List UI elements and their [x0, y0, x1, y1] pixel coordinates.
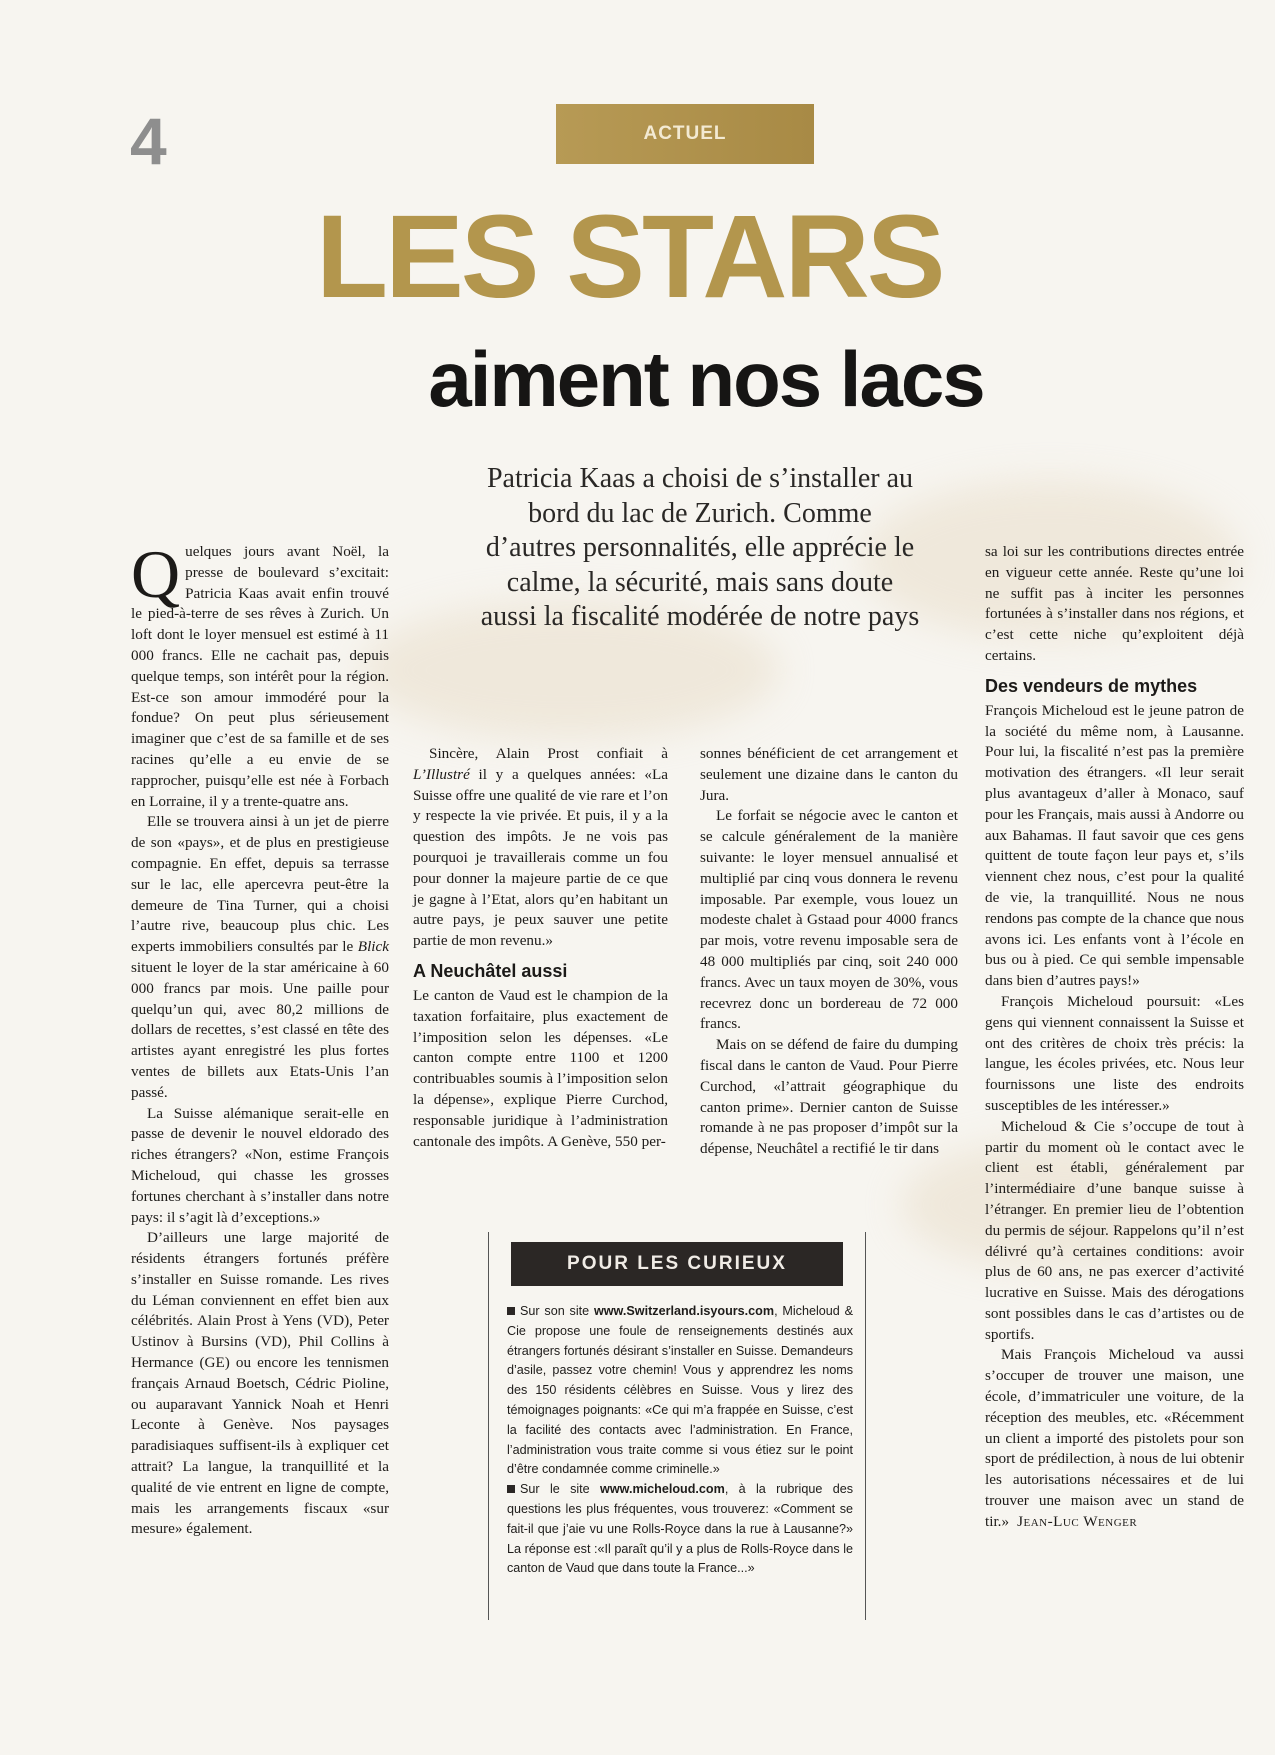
headline: LES STARS	[316, 191, 943, 323]
subheadline: aiment nos lacs	[428, 335, 984, 423]
paragraph: Mais on se défend de faire du dumping fiscal dans le canton de Vaud. Pour Pierre Curchod, «l’attrait géographique du canton prime». Dernier canton de Suisse romande à ne pas proposer d’impôt sur la dépense, Neuchâtel a rectifié le tir dans	[700, 1036, 958, 1158]
author-signature: Jean-Luc Wenger	[1017, 1512, 1138, 1530]
website-link: www.Switzerland.isyours.com	[593, 1304, 775, 1318]
article-column-1	[131, 536, 389, 1540]
article-column-2	[413, 744, 668, 1152]
box-body	[507, 1302, 853, 1579]
lead-paragraph: Patricia Kaas a choisi de s’installer au bord du lac de Zurich. Comme d’autres personnalités, elle apprécie le calme, la sécurité, mais sans doute aussi la fiscalité modérée de notre pays	[480, 463, 920, 632]
paragraph: François Micheloud poursuit: «Les gens qui viennent connaissent la Suisse et ont des critères de choix très précis: la langue, les écoles privées, etc. Nous leur fournissons une liste des endroits susceptibles de les intéresser.»	[985, 992, 1244, 1114]
paragraph: Micheloud & Cie s’occupe de tout à partir du moment où le contact avec le client est établi, généralement par l’intermédiaire d’une banque suisse à l’étranger. En premier lieu de l’obtention du permis de séjour. Rappelons qu’il n’est délivré qu’à certaines conditions: avoir plus de 60 ans, ne pas exercer d’activité lucrative en Suisse. Mais des dérogations sont possibles dans le cas d’artistes ou de sportifs.	[985, 1117, 1244, 1343]
paragraph: D’ailleurs une large majorité de résidents étrangers fortunés préfère s’installer en Suisse romande. Les rives du Léman conviennent en effet bien aux célébrités. Alain Prost à Yens (VD), Peter Ustinov à Bursins (VD), Phil Collins à Hermance (GE) ou encore les tennismen français Arnaud Boetsch, Cédric Pioline, ou auparavant Yannick Noah et Henri Leconte à Genève. Nos paysages paradisiaques suffisent-ils à expliquer cet attrait? La langue, la tranquillité et la qualité de vie entrent en ligne de compte, mais les arrangements fiscaux «sur mesure» également.	[131, 1229, 389, 1538]
box-item: Sur son site www.Switzerland.isyours.com, Micheloud & Cie propose une foule de renseignements destinés aux étrangers fortunés désirant s’installer en Suisse. Demandeurs d’asile, passez votre chemin! Vous y apprendrez les noms des 150 résidents célèbres en Suisse. Vous y lirez des témoignages poignants: «Ce qui m’a frappée en Suisse, c’est la facilité des contacts avec l’administration. En France, l’administration vous traite comme si vous étiez sur le point d’être condamnée comme criminelle.»	[507, 1304, 854, 1477]
section-rubric: ACTUEL	[556, 104, 814, 164]
drop-cap: Q	[131, 536, 181, 612]
paragraph: La Suisse alémanique serait-elle en passe de devenir le nouvel eldorado des riches étrangers? «Non, estime François Micheloud, qui chasse les grosses fortunes cherchant à s’installer dans notre pays: il s’agit là d’exceptions.»	[131, 1104, 389, 1226]
article-column-3	[700, 744, 958, 1160]
box-title: POUR LES CURIEUX	[511, 1242, 843, 1286]
paragraph: François Micheloud est le jeune patron de la société du même nom, à Lausanne. Pour lui, la fiscalité n’est pas la première motivation des étrangers. «Il leur serait plus avantageux d’aller à Monaco, sauf pour les Français, mais aussi à Andorre ou aux Bahamas. Il faut savoir que ces gens quittent de toute façon leur pays et, s’ils viennent chez nous, c’est pour la qualité de vie, la tranquillité. Nous ne nous rendons pas compte de la chance que nous avons ici. Les enfants vont à l’école en bus ou à pied. Ce qui semble impensable dans bien d’autres pays!»	[985, 701, 1244, 990]
page-number: 4	[130, 104, 167, 178]
bullet-square-icon	[507, 1307, 515, 1315]
section-heading: Des vendeurs de mythes	[985, 675, 1198, 696]
box-item: Sur le site www.micheloud.com, à la rubrique des questions les plus fréquentes, vous trouverez: «Comment se fait-il que j’aie vu une Rolls-Royce dans la rue à Lausanne?» La réponse est :«Il paraît qu’il y a plus de Rolls-Royce dans le canton de Vaud que dans toute la France...»	[507, 1482, 854, 1576]
paragraph: Elle se trouvera ainsi à un jet de pierre de son «pays», et de plus en prestigieuse compagnie. En effet, depuis sa terrasse sur le lac, elle apercevra peut-être la demeure de Tina Turner, qui a choisi l’autre rive, beaucoup plus chic. Les experts immobiliers consultés par le Blick situent le loyer de la star américaine à 60 000 francs par mois. Une paille pour quelqu’un qui, avec 80,2 millions de dollars de recettes, s’est classé en tête des artistes ayant enregistré les plus fortes ventes de billets aux Etats-Unis l’an passé.	[131, 813, 389, 1101]
paragraph: sa loi sur les contributions directes entrée en vigueur cette année. Reste qu’une loi ne suffit pas à inciter les personnes fortunées à s’installer dans nos régions, et c’est cette niche qu’exploitent déjà certains.	[985, 543, 1244, 664]
sidebar-box	[488, 1232, 866, 1620]
paragraph: Sincère, Alain Prost confiait à L’Illustré il y a quelques années: «La Suisse offre une qualité de vie rare et l’on y respecte la vie privée. Et puis, il y a la question des impôts. Je ne vois pas pourquoi je travaillerais comme un fou pour donner la majeure partie de ce que je gagne à l’Etat, alors qu’en habitant un autre pays, je peux sauver une petite partie de mon revenu.»	[413, 745, 668, 950]
paragraph: Quelques jours avant Noël, la presse de boulevard s’excitait: Patricia Kaas avait enfin trouvé le pied-à-terre de ses rêves à Zurich. Un loft dont le loyer mensuel est estimé à 11 000 francs. Elle ne cachait pas, depuis quelque temps, son intérêt pour la région. Est-ce son amour immodéré pour la fondue? On peut plus sérieusement imaginer que c’est de sa famille et de ses racines qu’elle a eu envie de se rapprocher, puisqu’elle est née à Forbach en Lorraine, il y a trente-quatre ans.	[131, 536, 389, 810]
section-heading: A Neuchâtel aussi	[413, 960, 568, 981]
paragraph: Le canton de Vaud est le champion de la taxation forfaitaire, plus exactement de l’imposition selon les dépenses. «Le canton compte entre 1100 et 1200 contribuables soumis à l’imposition selon la dépense», explique Pierre Curchod, responsable juridique à l’administration cantonale des impôts. A Genève, 550 per-	[413, 986, 668, 1150]
article-column-4	[985, 542, 1244, 1533]
website-link: www.micheloud.com	[600, 1482, 725, 1497]
paragraph: Le forfait se négocie avec le canton et se calcule généralement de la manière suivante: le loyer mensuel annualisé et multiplié par cinq vous donnera le revenu imposable. Par exemple, vous louez un modeste chalet à Gstaad pour 4000 francs par mois, votre revenu imposable sera de 48 000 multipliés par cinq, soit 240 000 francs. Avec un taux moyen de 30%, vous recevrez donc un bordereau de 72 000 francs.	[700, 807, 958, 1033]
paragraph: sonnes bénéficient de cet arrangement et seulement une dizaine dans le canton du Jura.	[700, 745, 958, 804]
bullet-square-icon	[507, 1485, 515, 1493]
paragraph: Mais François Micheloud va aussi s’occuper de trouver une maison, une école, d’immatriculer une voiture, de la réception des meubles, etc. «Récemment un client a importé des pistolets pour son sport de prédilection, à nous de lui obtenir les autorisations nécessaires et de lui trouver une maison avec un stand de tir.» Jean-Luc Wenger	[985, 1346, 1244, 1530]
